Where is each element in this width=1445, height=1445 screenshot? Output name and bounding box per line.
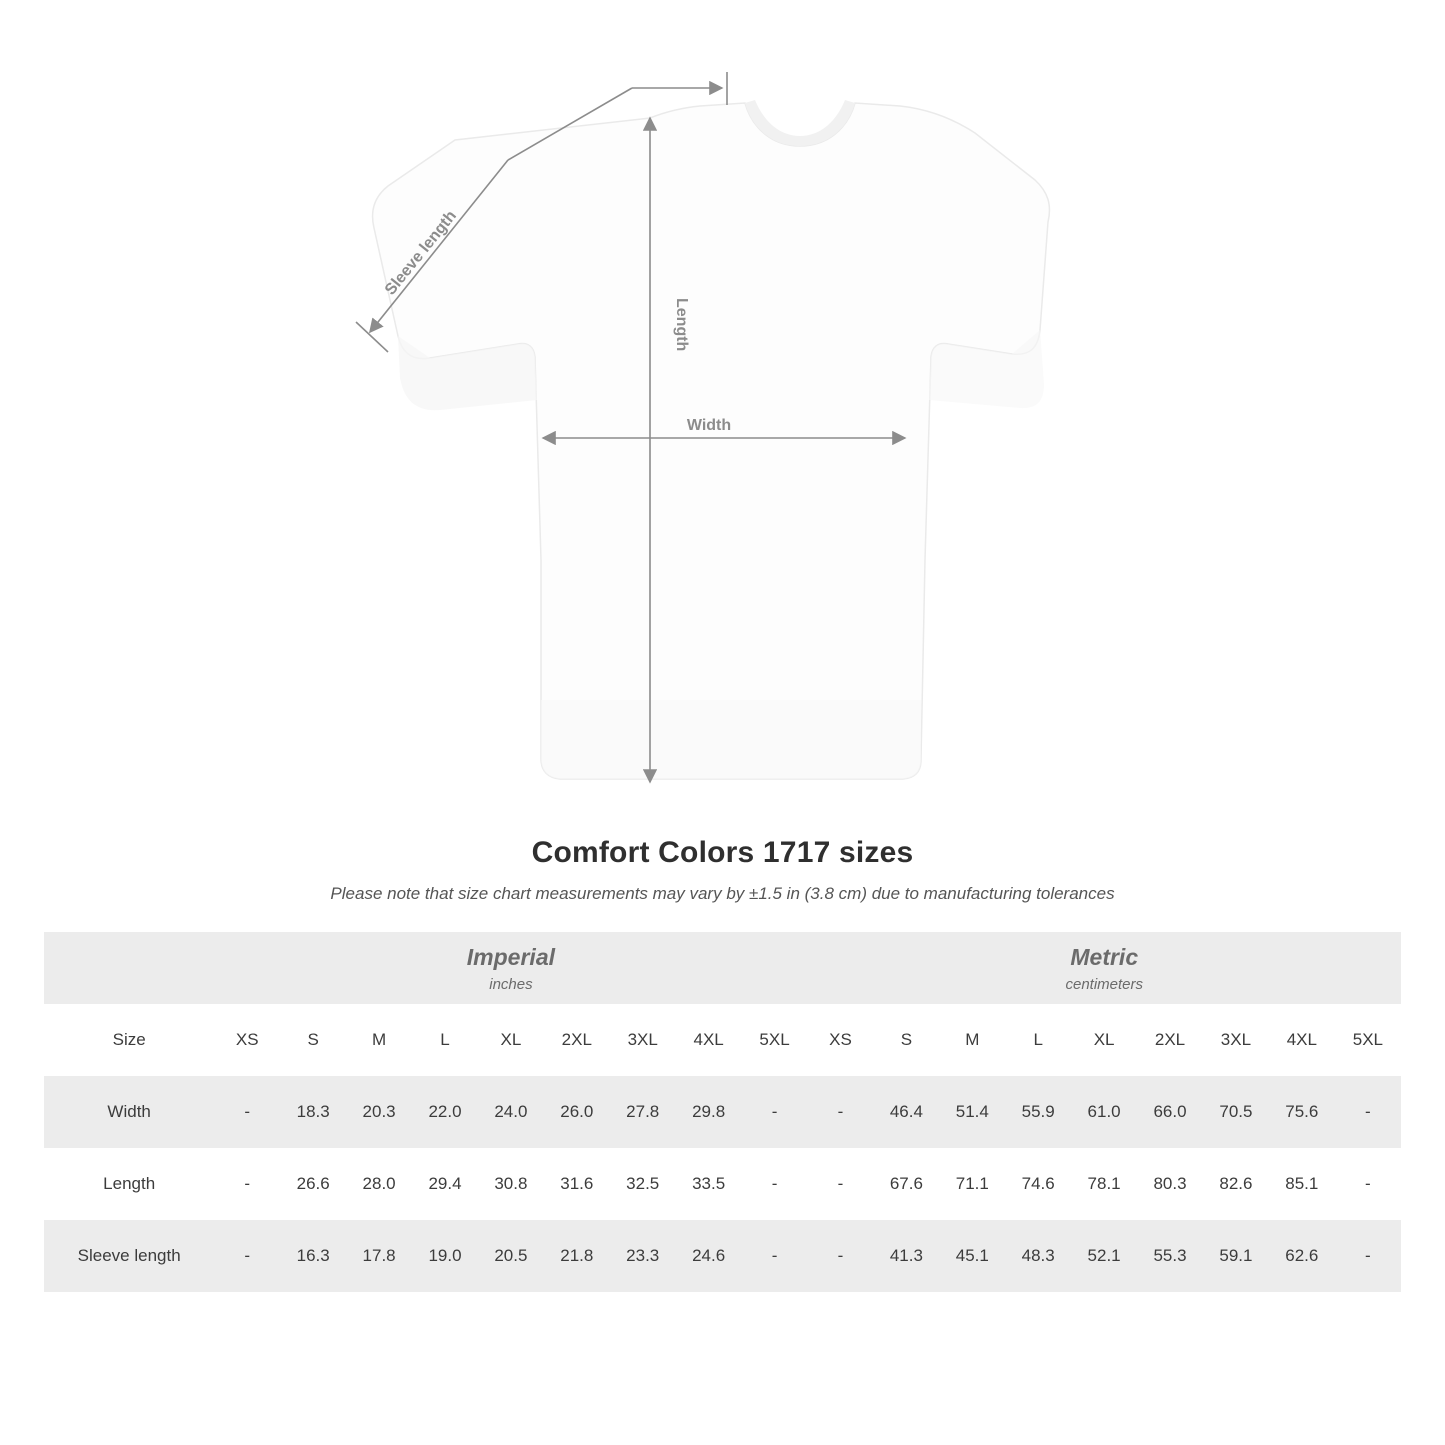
cell: - [742, 1148, 808, 1220]
cell: 67.6 [873, 1148, 939, 1220]
size-header-row [44, 1004, 1401, 1076]
unit-title-imperial: Imperial [466, 944, 556, 971]
cell: - [214, 1220, 280, 1292]
size-header-imperial-5xl: 5XL [742, 1004, 808, 1076]
cell: - [808, 1076, 874, 1148]
cell: 29.8 [676, 1076, 742, 1148]
cell: 82.6 [1203, 1148, 1269, 1220]
cell: - [742, 1220, 808, 1292]
size-table-wrapper [44, 932, 1401, 1292]
cell: 45.1 [939, 1220, 1005, 1292]
unit-sub-metric: centimeters [1065, 975, 1144, 993]
cell: 21.8 [544, 1220, 610, 1292]
cell: 23.3 [610, 1220, 676, 1292]
cell: 27.8 [610, 1076, 676, 1148]
size-header-metric-m: M [939, 1004, 1005, 1076]
cell: - [1335, 1220, 1401, 1292]
cell: 85.1 [1269, 1148, 1335, 1220]
cell: 20.5 [478, 1220, 544, 1292]
table-row [44, 1220, 1401, 1292]
table-row [44, 1076, 1401, 1148]
cell: 22.0 [412, 1076, 478, 1148]
cell: - [742, 1076, 808, 1148]
cell: 26.0 [544, 1076, 610, 1148]
cell: 24.0 [478, 1076, 544, 1148]
size-header-imperial-4xl: 4XL [676, 1004, 742, 1076]
cell: 32.5 [610, 1148, 676, 1220]
size-header-metric-5xl: 5XL [1335, 1004, 1401, 1076]
cell: 75.6 [1269, 1076, 1335, 1148]
cell: - [1335, 1076, 1401, 1148]
cell: 78.1 [1071, 1148, 1137, 1220]
size-header-imperial-xl: XL [478, 1004, 544, 1076]
unit-header-imperial [214, 932, 807, 1004]
cell: 46.4 [873, 1076, 939, 1148]
chart-title: Comfort Colors 1717 sizes [531, 836, 914, 869]
cell: 70.5 [1203, 1076, 1269, 1148]
chart-note: Please note that size chart measurements may vary by ±1.5 in (3.8 cm) due to manufacturing tolerances [330, 884, 1115, 903]
row-label-length: Length [44, 1148, 214, 1220]
size-header-imperial-3xl: 3XL [610, 1004, 676, 1076]
cell: 26.6 [280, 1148, 346, 1220]
size-table [44, 932, 1401, 1292]
cell: 55.9 [1005, 1076, 1071, 1148]
cell: 80.3 [1137, 1148, 1203, 1220]
cell: 28.0 [346, 1148, 412, 1220]
row-label-sleeve-length: Sleeve length [44, 1220, 214, 1292]
cell: 66.0 [1137, 1076, 1203, 1148]
size-header-label: Size [44, 1004, 214, 1076]
cell: - [214, 1148, 280, 1220]
cell: - [808, 1220, 874, 1292]
size-header-metric-3xl: 3XL [1203, 1004, 1269, 1076]
cell: 71.1 [939, 1148, 1005, 1220]
size-header-imperial-2xl: 2XL [544, 1004, 610, 1076]
width-label: Width [686, 417, 732, 434]
cell: 19.0 [412, 1220, 478, 1292]
table-row [44, 1148, 1401, 1220]
cell: 24.6 [676, 1220, 742, 1292]
cell: 55.3 [1137, 1220, 1203, 1292]
cell: - [214, 1076, 280, 1148]
size-header-imperial-m: M [346, 1004, 412, 1076]
cell: 52.1 [1071, 1220, 1137, 1292]
cell: 16.3 [280, 1220, 346, 1292]
unit-header-row [44, 932, 1401, 1004]
cell: 48.3 [1005, 1220, 1071, 1292]
cell: 30.8 [478, 1148, 544, 1220]
unit-header-spacer [44, 932, 214, 1004]
row-label-width: Width [44, 1076, 214, 1148]
size-header-metric-xl: XL [1071, 1004, 1137, 1076]
size-header-metric-2xl: 2XL [1137, 1004, 1203, 1076]
cell: 59.1 [1203, 1220, 1269, 1292]
cell: - [808, 1148, 874, 1220]
cell: 74.6 [1005, 1148, 1071, 1220]
cell: 20.3 [346, 1076, 412, 1148]
cell: 41.3 [873, 1220, 939, 1292]
cell: 29.4 [412, 1148, 478, 1220]
cell: 18.3 [280, 1076, 346, 1148]
size-header-imperial-l: L [412, 1004, 478, 1076]
cell: 17.8 [346, 1220, 412, 1292]
size-header-imperial-s: S [280, 1004, 346, 1076]
cell: 62.6 [1269, 1220, 1335, 1292]
cell: 31.6 [544, 1148, 610, 1220]
size-header-metric-s: S [873, 1004, 939, 1076]
size-header-metric-xs: XS [808, 1004, 874, 1076]
length-label: Length [673, 298, 690, 352]
title-block [0, 836, 1445, 904]
cell: 51.4 [939, 1076, 1005, 1148]
sleeve-length-label: Sleeve length [381, 207, 461, 299]
cell: 61.0 [1071, 1076, 1137, 1148]
unit-title-metric: Metric [1070, 944, 1139, 971]
cell: - [1335, 1148, 1401, 1220]
size-header-metric-l: L [1005, 1004, 1071, 1076]
unit-sub-imperial: inches [489, 975, 533, 993]
size-header-metric-4xl: 4XL [1269, 1004, 1335, 1076]
cell: 33.5 [676, 1148, 742, 1220]
unit-header-metric [808, 932, 1401, 1004]
size-header-imperial-xs: XS [214, 1004, 280, 1076]
